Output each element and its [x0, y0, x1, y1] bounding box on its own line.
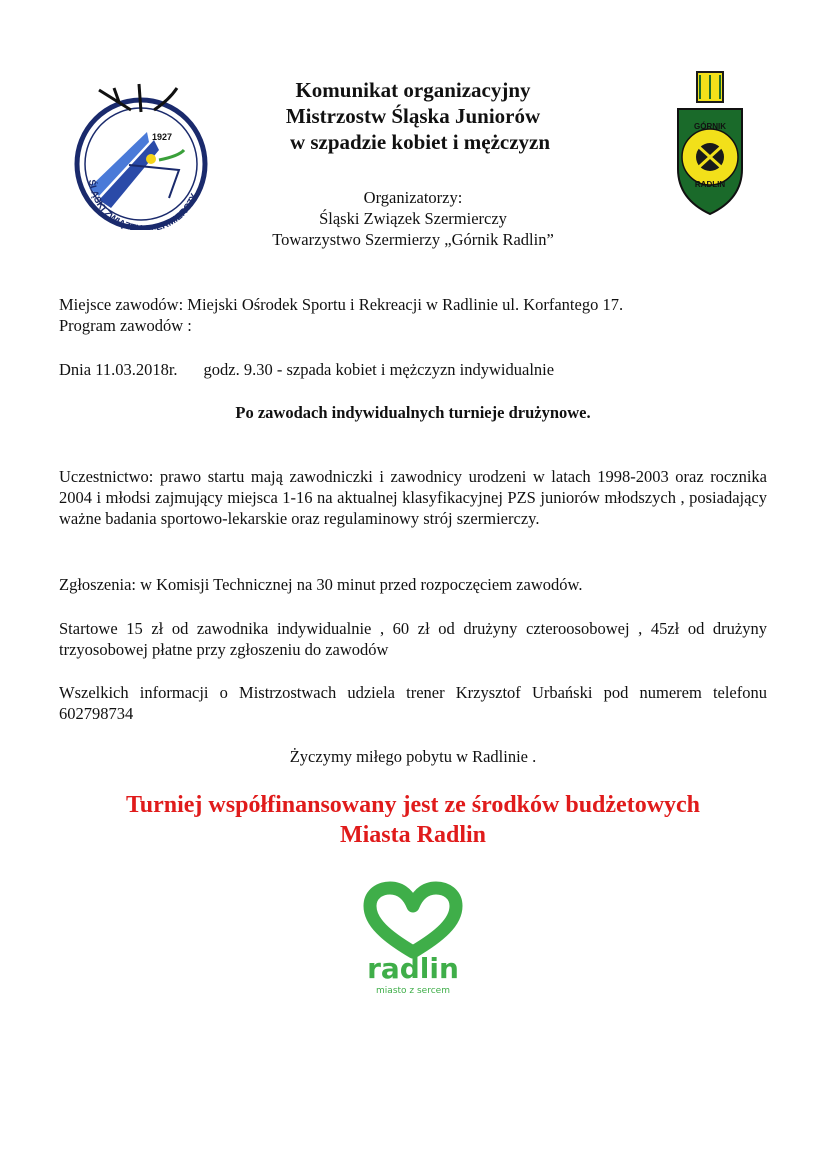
team-note: Po zawodach indywidualnych turnieje drużynowe.: [235, 403, 591, 422]
schedule-date: Dnia 11.03.2018r.: [59, 360, 178, 379]
organizers-block: [210, 187, 616, 250]
heart-logo-icon: [326, 880, 500, 1004]
organizer-1: Śląski Związek Szermierczy: [319, 209, 507, 228]
radlin-city-logo: [326, 880, 500, 1004]
logo-ring-text: ŚLĄSKI ZWIĄZEK SZERMIERCZY: [85, 178, 201, 230]
crest-bottom-text: RADLIN: [694, 180, 726, 189]
funding-line-1: Turniej współfinansowany jest ze środków budżetowych: [125, 792, 701, 818]
document-title: [200, 77, 626, 155]
funding-note: [59, 790, 767, 850]
logo-tagline: miasto z sercem: [376, 986, 450, 996]
venue-block: [59, 294, 767, 336]
program-label: Program zawodów :: [59, 316, 192, 335]
organizers-label: Organizatorzy:: [363, 188, 463, 207]
participation-text: Uczestnictwo: prawo startu mają zawodniczki i zawodnicy urodzeni w latach 1998-2003 oraz rocznika 2004 i młodsi zajmujący miejsca 1-16 na aktualnej klasyfikacyjnej PZS juniorów młodszych , posiadający ważne badania sportowo-lekarskie oraz regulaminowy strój szermierczy.: [59, 467, 767, 528]
logo-year: 1927: [152, 132, 173, 142]
slaski-zwiazek-logo: [59, 70, 219, 230]
wishes-text: Życzymy miłego pobytu w Radlinie .: [289, 747, 537, 766]
fencing-emblem-icon: [59, 70, 219, 230]
club-crest-icon: [672, 69, 748, 217]
registration-text: Zgłoszenia: w Komisji Technicznej na 30 minut przed rozpoczęciem zawodów.: [59, 575, 583, 594]
gornik-radlin-logo: [672, 69, 748, 217]
funding-line-2: Miasta Radlin: [339, 822, 486, 848]
contact-info-text: Wszelkich informacji o Mistrzostwach udziela trener Krzysztof Urbański pod numerem telefonu 602798734: [59, 683, 767, 723]
organizer-2: Towarzystwo Szermierzy „Górnik Radlin”: [272, 230, 554, 249]
schedule-event: godz. 9.30 - szpada kobiet i mężczyzn indywidualnie: [203, 360, 555, 379]
title-line-3: w szpadzie kobiet i mężczyzn: [289, 130, 551, 154]
title-line-2: Mistrzostw Śląska Juniorów: [285, 104, 541, 128]
title-line-1: Komunikat organizacyjny: [295, 78, 531, 102]
venue-text: Miejsce zawodów: Miejski Ośrodek Sportu i Rekreacji w Radlinie ul. Korfantego 17.: [59, 295, 624, 314]
fees-text: Startowe 15 zł od zawodnika indywidualnie , 60 zł od drużyny czteroosobowej , 45zł od drużyny trzyosobowej płatne przy zgłoszeniu do zawodów: [59, 619, 767, 659]
logo-wordmark: radlin: [367, 952, 459, 985]
crest-top-text: GÓRNIK: [694, 122, 726, 131]
schedule-line: [59, 359, 767, 380]
